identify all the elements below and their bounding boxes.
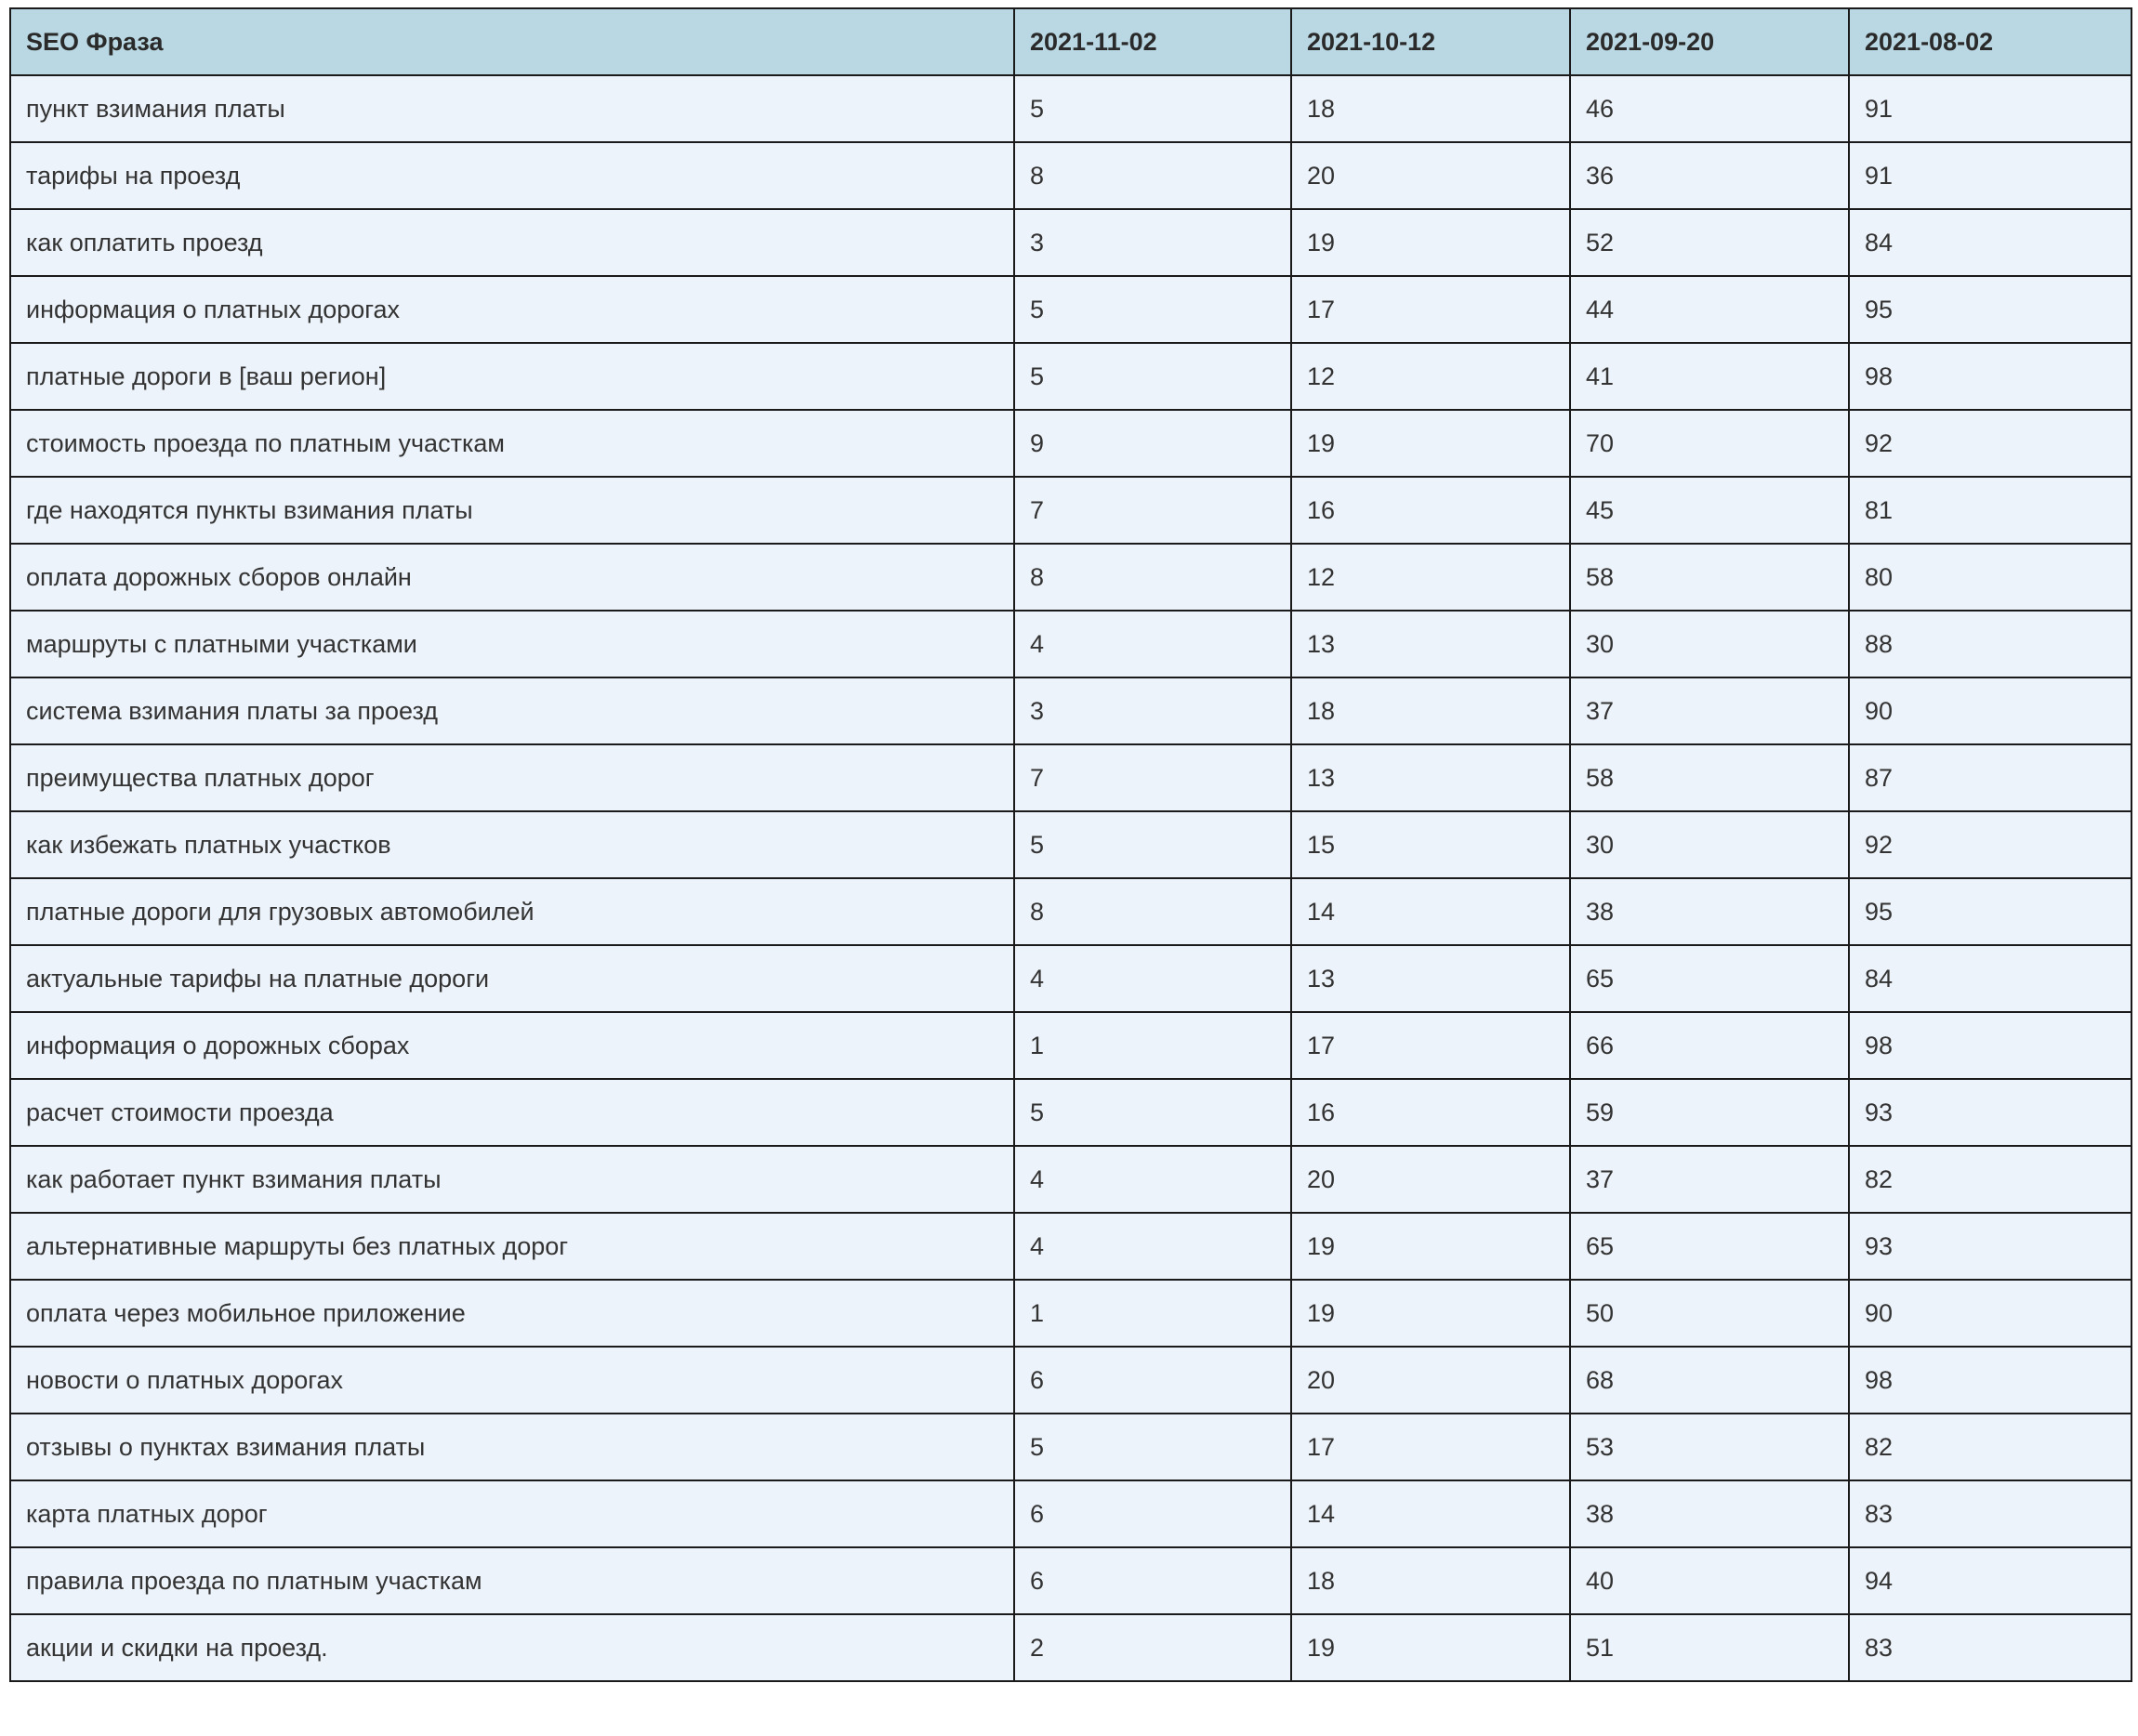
table-row <box>10 1347 2131 1414</box>
cell-phrase: правила проезда по платным участкам <box>10 1547 1014 1614</box>
cell-value: 82 <box>1849 1146 2131 1213</box>
cell-value: 6 <box>1014 1347 1291 1414</box>
cell-phrase: акции и скидки на проезд. <box>10 1614 1014 1681</box>
cell-phrase: новости о платных дорогах <box>10 1347 1014 1414</box>
column-header-date: 2021-09-20 <box>1570 8 1849 75</box>
cell-value: 46 <box>1570 75 1849 142</box>
cell-value: 5 <box>1014 276 1291 343</box>
cell-value: 58 <box>1570 744 1849 811</box>
cell-value: 36 <box>1570 142 1849 209</box>
cell-value: 19 <box>1291 1213 1570 1280</box>
table-row <box>10 1079 2131 1146</box>
cell-value: 58 <box>1570 544 1849 611</box>
table-row <box>10 410 2131 477</box>
cell-value: 4 <box>1014 611 1291 677</box>
table-row <box>10 744 2131 811</box>
cell-value: 19 <box>1291 1280 1570 1347</box>
cell-phrase: система взимания платы за проезд <box>10 677 1014 744</box>
cell-value: 90 <box>1849 1280 2131 1347</box>
cell-phrase: как работает пункт взимания платы <box>10 1146 1014 1213</box>
table-row <box>10 811 2131 878</box>
cell-value: 93 <box>1849 1213 2131 1280</box>
cell-value: 5 <box>1014 343 1291 410</box>
table-row <box>10 677 2131 744</box>
cell-value: 13 <box>1291 945 1570 1012</box>
cell-value: 12 <box>1291 544 1570 611</box>
cell-value: 9 <box>1014 410 1291 477</box>
cell-value: 98 <box>1849 343 2131 410</box>
cell-phrase: альтернативные маршруты без платных дорог <box>10 1213 1014 1280</box>
cell-value: 41 <box>1570 343 1849 410</box>
cell-value: 91 <box>1849 75 2131 142</box>
cell-value: 4 <box>1014 1146 1291 1213</box>
cell-phrase: оплата через мобильное приложение <box>10 1280 1014 1347</box>
cell-value: 18 <box>1291 75 1570 142</box>
cell-value: 65 <box>1570 945 1849 1012</box>
cell-value: 20 <box>1291 1146 1570 1213</box>
cell-value: 1 <box>1014 1012 1291 1079</box>
cell-phrase: тарифы на проезд <box>10 142 1014 209</box>
cell-phrase: расчет стоимости проезда <box>10 1079 1014 1146</box>
cell-value: 81 <box>1849 477 2131 544</box>
cell-value: 1 <box>1014 1280 1291 1347</box>
cell-value: 6 <box>1014 1547 1291 1614</box>
cell-value: 30 <box>1570 811 1849 878</box>
cell-value: 66 <box>1570 1012 1849 1079</box>
cell-value: 5 <box>1014 1414 1291 1480</box>
table-row <box>10 1480 2131 1547</box>
cell-value: 4 <box>1014 1213 1291 1280</box>
cell-phrase: где находятся пункты взимания платы <box>10 477 1014 544</box>
cell-value: 12 <box>1291 343 1570 410</box>
table-body <box>10 75 2131 1681</box>
cell-value: 51 <box>1570 1614 1849 1681</box>
cell-value: 38 <box>1570 878 1849 945</box>
cell-value: 92 <box>1849 811 2131 878</box>
cell-value: 68 <box>1570 1347 1849 1414</box>
cell-value: 4 <box>1014 945 1291 1012</box>
cell-value: 92 <box>1849 410 2131 477</box>
table-row <box>10 544 2131 611</box>
table-row <box>10 945 2131 1012</box>
cell-value: 45 <box>1570 477 1849 544</box>
cell-value: 98 <box>1849 1012 2131 1079</box>
cell-value: 19 <box>1291 209 1570 276</box>
cell-value: 8 <box>1014 142 1291 209</box>
column-header-phrase: SEO Фраза <box>10 8 1014 75</box>
table-row <box>10 1012 2131 1079</box>
table-header <box>10 8 2131 75</box>
cell-phrase: информация о дорожных сборах <box>10 1012 1014 1079</box>
cell-value: 5 <box>1014 811 1291 878</box>
cell-value: 87 <box>1849 744 2131 811</box>
cell-value: 18 <box>1291 1547 1570 1614</box>
cell-value: 17 <box>1291 276 1570 343</box>
cell-value: 7 <box>1014 744 1291 811</box>
cell-value: 37 <box>1570 1146 1849 1213</box>
cell-phrase: отзывы о пунктах взимания платы <box>10 1414 1014 1480</box>
cell-value: 84 <box>1849 209 2131 276</box>
table-row <box>10 343 2131 410</box>
cell-value: 50 <box>1570 1280 1849 1347</box>
cell-value: 83 <box>1849 1614 2131 1681</box>
cell-value: 7 <box>1014 477 1291 544</box>
cell-value: 3 <box>1014 677 1291 744</box>
cell-value: 82 <box>1849 1414 2131 1480</box>
table-row <box>10 1414 2131 1480</box>
cell-phrase: оплата дорожных сборов онлайн <box>10 544 1014 611</box>
cell-value: 44 <box>1570 276 1849 343</box>
cell-value: 94 <box>1849 1547 2131 1614</box>
header-row <box>10 8 2131 75</box>
cell-value: 40 <box>1570 1547 1849 1614</box>
cell-value: 16 <box>1291 1079 1570 1146</box>
cell-value: 53 <box>1570 1414 1849 1480</box>
cell-value: 59 <box>1570 1079 1849 1146</box>
cell-value: 5 <box>1014 75 1291 142</box>
cell-value: 38 <box>1570 1480 1849 1547</box>
cell-value: 65 <box>1570 1213 1849 1280</box>
cell-phrase: преимущества платных дорог <box>10 744 1014 811</box>
cell-phrase: маршруты с платными участками <box>10 611 1014 677</box>
cell-phrase: информация о платных дорогах <box>10 276 1014 343</box>
cell-phrase: пункт взимания платы <box>10 75 1014 142</box>
cell-value: 52 <box>1570 209 1849 276</box>
cell-value: 6 <box>1014 1480 1291 1547</box>
cell-value: 16 <box>1291 477 1570 544</box>
cell-value: 15 <box>1291 811 1570 878</box>
cell-phrase: платные дороги в [ваш регион] <box>10 343 1014 410</box>
cell-value: 20 <box>1291 1347 1570 1414</box>
cell-value: 5 <box>1014 1079 1291 1146</box>
column-header-date: 2021-10-12 <box>1291 8 1570 75</box>
cell-value: 70 <box>1570 410 1849 477</box>
cell-value: 8 <box>1014 544 1291 611</box>
column-header-date: 2021-11-02 <box>1014 8 1291 75</box>
cell-phrase: актуальные тарифы на платные дороги <box>10 945 1014 1012</box>
cell-value: 18 <box>1291 677 1570 744</box>
cell-value: 13 <box>1291 744 1570 811</box>
cell-value: 20 <box>1291 142 1570 209</box>
cell-value: 88 <box>1849 611 2131 677</box>
cell-phrase: карта платных дорог <box>10 1480 1014 1547</box>
column-header-date: 2021-08-02 <box>1849 8 2131 75</box>
cell-value: 90 <box>1849 677 2131 744</box>
cell-value: 14 <box>1291 878 1570 945</box>
table-row <box>10 611 2131 677</box>
table-row <box>10 878 2131 945</box>
cell-value: 30 <box>1570 611 1849 677</box>
cell-value: 80 <box>1849 544 2131 611</box>
cell-phrase: как избежать платных участков <box>10 811 1014 878</box>
cell-value: 95 <box>1849 878 2131 945</box>
cell-phrase: платные дороги для грузовых автомобилей <box>10 878 1014 945</box>
cell-value: 19 <box>1291 410 1570 477</box>
table-row <box>10 75 2131 142</box>
cell-value: 14 <box>1291 1480 1570 1547</box>
table-row <box>10 1547 2131 1614</box>
cell-value: 83 <box>1849 1480 2131 1547</box>
table-row <box>10 1280 2131 1347</box>
cell-value: 2 <box>1014 1614 1291 1681</box>
cell-phrase: стоимость проезда по платным участкам <box>10 410 1014 477</box>
cell-value: 3 <box>1014 209 1291 276</box>
cell-value: 84 <box>1849 945 2131 1012</box>
cell-value: 19 <box>1291 1614 1570 1681</box>
cell-value: 93 <box>1849 1079 2131 1146</box>
table-row <box>10 142 2131 209</box>
cell-value: 37 <box>1570 677 1849 744</box>
table-row <box>10 1614 2131 1681</box>
cell-value: 13 <box>1291 611 1570 677</box>
cell-phrase: как оплатить проезд <box>10 209 1014 276</box>
cell-value: 91 <box>1849 142 2131 209</box>
cell-value: 98 <box>1849 1347 2131 1414</box>
cell-value: 95 <box>1849 276 2131 343</box>
table-row <box>10 276 2131 343</box>
cell-value: 8 <box>1014 878 1291 945</box>
cell-value: 17 <box>1291 1012 1570 1079</box>
cell-value: 17 <box>1291 1414 1570 1480</box>
seo-keyword-table <box>9 7 2132 1682</box>
table-row <box>10 209 2131 276</box>
table-row <box>10 1213 2131 1280</box>
table-row <box>10 477 2131 544</box>
table-row <box>10 1146 2131 1213</box>
